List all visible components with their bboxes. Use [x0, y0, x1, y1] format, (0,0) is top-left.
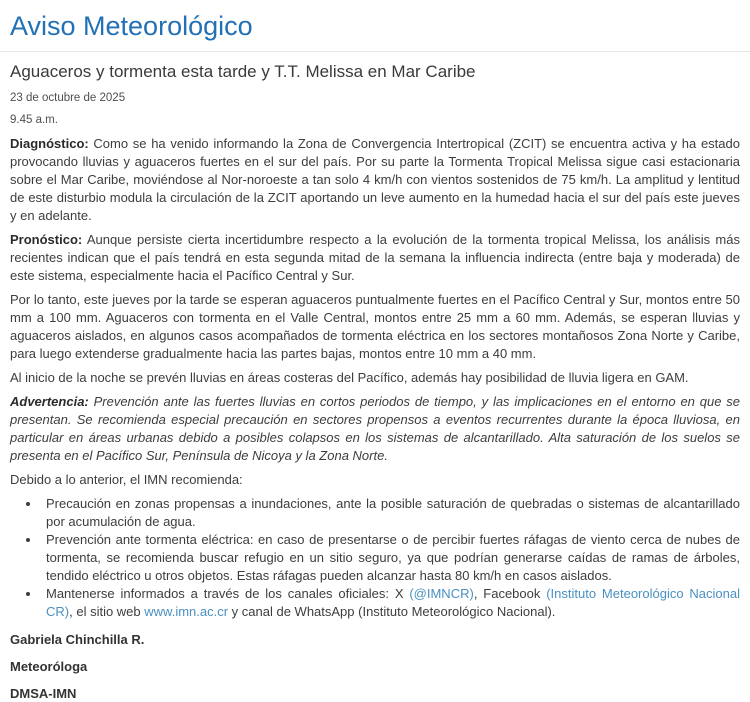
item3-text-mid2: , el sitio web — [69, 604, 145, 619]
diagnostico-label: Diagnóstico: — [10, 136, 89, 151]
pronostico-text: Aunque persiste cierta incertidumbre respecto a la evolución de la tormenta tropical Melissa, los análisis más recientes indican que el país tendrá en esta segunda mitad de la semana la influencia indirecta (entre baja y moderada) de este sistema, especialmente hacia el Pacífico Central y Sur. — [10, 232, 740, 283]
item3-text-pre: Mantenerse informados a través de los canales oficiales: X — [46, 586, 410, 601]
link-x-imncr[interactable]: (@IMNCR) — [409, 586, 474, 601]
link-imn-website[interactable]: www.imn.ac.cr — [144, 604, 229, 619]
paragraph-pronostico — [10, 231, 740, 285]
paragraph-recomendaciones-intro: Debido a lo anterior, el IMN recomienda: — [10, 472, 243, 487]
publish-time: 9.45 a.m. — [10, 114, 58, 126]
signature-department: DMSA-IMN — [10, 686, 77, 701]
recommendations-list — [10, 495, 740, 621]
link-facebook-imn[interactable]: (Instituto Meteorológico Nacional CR) — [46, 586, 741, 619]
pronostico-label: Pronóstico: — [10, 232, 83, 247]
item3-text-mid1: , Facebook — [473, 586, 547, 601]
recommendation-item-tormenta-electrica: • Prevención ante tormenta eléctrica: en caso de presentarse o de percibir fuertes ráfagas de viento cerca de nubes de tormenta, se recomienda buscar refugio en un sitio seguro, ya que podrían generarse caídas de ramas de árboles, tendido eléctrico u otros objetos. Estas ráfagas pueden alcanzar hasta 80 km/h en casos aislados. — [41, 531, 740, 585]
diagnostico-text: Como se ha venido informando la Zona de Convergencia Intertropical (ZCIT) se encuentra activa y ha estado provocando lluvias y aguaceros fuertes en el sur del país. Por su parte la Tormenta Tropical Melissa sigue casi estacionaria sobre el Mar Caribe, moviéndose al Nor-noroeste a tan solo 4 km/h con vientos sostenidos de 75 km/h. La amplitud y lentitud de este disturbio modula la circulación de la ZCIT aportando un leve aumento en la humedad hacia el sur del país este jueves y en adelante. — [10, 136, 740, 223]
page-title: Aviso Meteorológico — [10, 11, 253, 41]
signature-name: Gabriela Chinchilla R. — [10, 632, 145, 647]
paragraph-advertencia — [10, 393, 740, 465]
item3-text-post: y canal de WhatsApp (Instituto Meteorológico Nacional). — [228, 604, 556, 619]
recommendation-item-canales-oficiales — [41, 585, 740, 621]
advertencia-text: Prevención ante las fuertes lluvias en cortos periodos de tiempo, y las implicaciones en el entorno en que se presentan. Se recomienda especial precaución en sectores propensos a eventos recurrentes durante la época lluviosa, en particular en áreas urbanas debido a posibles colapsos en los sistemas de alcantarillado. Alta saturación de los suelos se presenta en el Pacífico Sur, Península de Nicoya y la Zona Norte. — [10, 394, 740, 463]
paragraph-montos: Por lo tanto, este jueves por la tarde se esperan aguaceros puntualmente fuertes en el Pacífico Central y Sur, montos entre 50 mm a 100 mm. Aguaceros con tormenta en el Valle Central, montos entre 25 mm a 60 mm. Además, se esperan lluvias y aguaceros aislados, en algunos casos acompañados de tormenta eléctrica en los sectores montañosos Zona Norte y Caribe, para luego extenderse gradualmente hacia las partes bajas, montos entre 10 mm a 40 mm. — [10, 292, 740, 361]
advertencia-label: Advertencia: — [10, 394, 89, 409]
paragraph-diagnostico — [10, 135, 740, 225]
paragraph-noche: Al inicio de la noche se prevén lluvias en áreas costeras del Pacífico, además hay posibilidad de lluvia ligera en GAM. — [10, 370, 689, 385]
publish-date: 23 de octubre de 2025 — [10, 92, 126, 104]
recommendation-item-inundaciones: • Precaución en zonas propensas a inundaciones, ante la posible saturación de quebradas o sistemas de alcantarillado por acumulación de agua. — [41, 495, 740, 531]
weather-advisory-document — [10, 10, 740, 702]
page-subtitle: Aguaceros y tormenta esta tarde y T.T. Melissa en Mar Caribe — [10, 62, 476, 81]
signature-role: Meteoróloga — [10, 659, 88, 674]
title-divider — [0, 51, 750, 52]
